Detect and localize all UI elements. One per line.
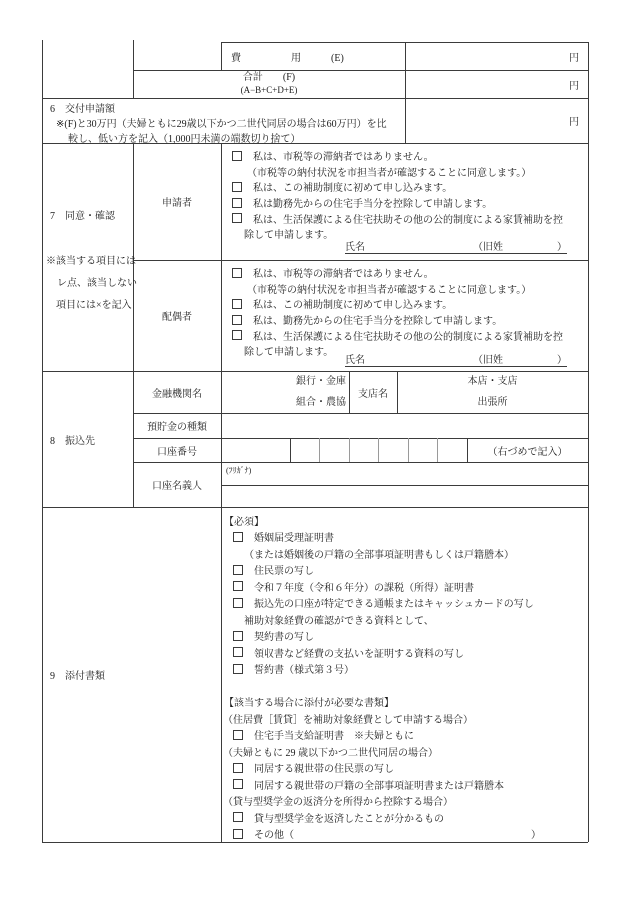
blank-line [221, 677, 588, 694]
consent-item [221, 265, 588, 281]
section7-note-line2: レ点、該当しない [57, 278, 137, 289]
attachment-item [221, 628, 588, 645]
deposit-type-label: 預貯金の種類 [147, 422, 207, 433]
attachment-text: 婚姻届受理証明書 [254, 533, 334, 545]
group-text: （貸与型奨学金の返済分を所得から控除する場合） [223, 797, 453, 809]
applicant-label-cell [133, 143, 221, 260]
branch-type-option: 出張所 [477, 397, 508, 408]
account-holder-label-cell [133, 462, 221, 507]
branch-label: 支店名 [358, 388, 388, 400]
section7-note-line1: ※該当する項目には [46, 256, 136, 267]
header-text: 【該当する場合に添付が必要な書類】 [224, 698, 394, 710]
bank-type-options [222, 371, 346, 413]
account-holder-furigana-field[interactable] [221, 462, 588, 485]
attachment-text: 住民票の写し [254, 566, 314, 578]
section8-title-cell [42, 371, 133, 507]
account-digit-field[interactable] [221, 438, 290, 462]
checkbox-icon[interactable] [233, 565, 243, 575]
group-text: （夫婦ともに 29 歳以下かつ二世代同居の場合） [223, 747, 438, 759]
attachment-item [221, 760, 588, 777]
consent-text: （市税等の納付状況を市担当者が確認することに同意します。） [247, 167, 532, 179]
yen-label: 円 [569, 117, 579, 128]
consent-text: 除して申請します。 [244, 347, 334, 359]
yen-label: 円 [569, 52, 579, 64]
applicant-label: 申請者 [162, 198, 192, 209]
attachment-text: その他（ [254, 830, 294, 842]
attachment-item [221, 727, 588, 744]
consent-text: 除して申請します。 [244, 230, 334, 242]
bank-name-label-cell [133, 371, 221, 413]
attachment-item [221, 578, 588, 595]
consent-text: 私は、市税等の滞納者ではありません。 [253, 269, 434, 281]
attachment-item [221, 529, 588, 546]
section6-note-line2: 較し、低い方を記入（1,000円未満の端数切り捨て） [68, 134, 301, 145]
attachments-required-header [221, 512, 588, 529]
attachment-text: 契約書の写し [254, 632, 314, 644]
checkbox-icon[interactable] [232, 315, 242, 325]
other-close-paren: ） [531, 830, 541, 842]
consent-text: 私は、この補助制度に初めて申し込みます。 [253, 300, 453, 312]
border-right [588, 42, 589, 842]
maiden-close-paren: ） [557, 242, 567, 253]
checkbox-icon[interactable] [233, 763, 243, 773]
maiden-name-label: （旧姓 [473, 242, 503, 253]
branch-type-options [397, 371, 588, 413]
consent-text: 私は、生活保護による住宅扶助その他の公的制度による家賃補助を控 [253, 214, 563, 226]
attachment-item [221, 661, 588, 678]
attachment-text: 同居する親世帯の住民票の写し [254, 764, 394, 776]
name-label: 氏名 [345, 242, 365, 253]
attachment-text: 令和７年度（令和６年分）の課税（所得）証明書 [254, 582, 474, 594]
attachment-text: 住宅手当支給証明書 ※夫婦ともに [254, 731, 414, 743]
branch-type-option: 本店・支店 [467, 376, 518, 387]
grant-amount-field[interactable] [405, 98, 588, 143]
total-amount-field[interactable] [405, 70, 588, 98]
bank-name-label: 金融機関名 [152, 388, 202, 400]
attachments-conditional-header [221, 694, 588, 711]
section6-title: 6 交付申請額 [50, 104, 115, 115]
branch-label-cell [349, 371, 397, 413]
consent-item [221, 148, 588, 164]
account-digit-field[interactable] [319, 438, 349, 462]
attachment-group-label [221, 793, 588, 810]
checkbox-icon[interactable] [232, 268, 242, 278]
attachment-text: 補助対象経費の確認ができる資料として、 [244, 615, 434, 627]
consent-item [221, 210, 588, 226]
checkbox-icon[interactable] [232, 299, 242, 309]
spouse-label-cell [133, 260, 221, 371]
fee-row-label: 費 用 (E) [231, 52, 344, 64]
attachment-text: 領収書など経費の支払いを証明する資料の写し [254, 648, 464, 660]
fee-amount-field[interactable] [405, 42, 588, 70]
spouse-name-line [345, 352, 567, 367]
checkbox-icon[interactable] [233, 631, 243, 641]
deposit-type-label-cell [133, 413, 221, 438]
account-digit-field[interactable] [408, 438, 437, 462]
attachment-item [221, 595, 588, 612]
attachments-list [221, 507, 588, 842]
consent-text: 私は、市税等の滞納者ではありません。 [253, 152, 434, 164]
consent-text: 私は勤務先からの住宅手当分を控除して申請します。 [253, 199, 493, 211]
fee-row-label-cell [222, 42, 405, 70]
group-text: （住居費［賃貸］を補助対象経費として申請する場合） [223, 714, 473, 726]
bank-type-option: 組合・農協 [296, 397, 346, 408]
yen-label: 円 [569, 80, 579, 92]
attachment-item [221, 776, 588, 793]
attachment-item-continuation [221, 545, 588, 562]
section8-title: 8 振込先 [50, 435, 95, 447]
consent-text: （市税等の納付状況を市担当者が確認することに同意します。） [247, 284, 532, 296]
maiden-name-label: （旧姓 [473, 355, 503, 366]
bank-type-option: 銀行・金庫 [296, 376, 346, 387]
attachment-item [221, 809, 588, 826]
total-row-formula: (A−B+C+D+E) [240, 85, 298, 95]
name-label: 氏名 [345, 355, 365, 366]
account-holder-name-field[interactable] [221, 485, 588, 507]
consent-item [221, 312, 588, 328]
total-row-label: 合計 (F) [242, 72, 296, 83]
section6-note-line1: ※(F)と30万円（夫婦ともに29歳以下かつ二世代同居の場合は60万円）を比 [56, 119, 387, 130]
account-digit-field[interactable] [290, 438, 319, 462]
attachment-text: （または婚姻後の戸籍の全部事項証明書もしくは戸籍謄本） [244, 549, 514, 561]
maiden-close-paren: ） [557, 355, 567, 366]
consent-item-continuation [221, 164, 588, 180]
checkbox-icon[interactable] [233, 664, 243, 674]
attachment-item [221, 562, 588, 579]
section9-title-cell [42, 507, 221, 842]
checkbox-icon[interactable] [233, 730, 243, 740]
consent-text: 私は、勤務先からの住宅手当分を控除して申請します。 [253, 316, 503, 328]
account-number-label: 口座番号 [157, 446, 197, 458]
checkbox-icon[interactable] [233, 532, 243, 542]
consent-text: 私は、この補助制度に初めて申し込みます。 [253, 183, 453, 195]
checkbox-icon[interactable] [233, 581, 243, 591]
consent-text: 私は、生活保護による住宅扶助その他の公的制度による家賃補助を控 [253, 331, 563, 343]
account-note-cell [467, 438, 588, 462]
attachment-item [221, 644, 588, 661]
checkbox-icon[interactable] [233, 829, 243, 839]
checkbox-icon[interactable] [233, 779, 243, 789]
account-note: （右づめで記入） [487, 446, 568, 458]
attachment-text: 振込先の口座が特定できる通帳またはキャッシュカードの写し [254, 599, 534, 611]
attachment-item-other [221, 826, 588, 843]
consent-item [221, 195, 588, 211]
attachment-text: 誓約書（様式第３号） [254, 665, 354, 677]
border-bottom [42, 842, 588, 843]
account-digit-field[interactable] [349, 438, 378, 462]
consent-item-continuation [221, 281, 588, 297]
spouse-label: 配偶者 [162, 312, 192, 323]
attachment-text: 同居する親世帯の戸籍の全部事項証明書または戸籍謄本 [254, 780, 504, 792]
attachment-text: 貸与型奨学金を返済したことが分かるもの [254, 813, 444, 825]
applicant-name-line [345, 239, 567, 254]
checkbox-icon[interactable] [233, 647, 243, 657]
checkbox-icon[interactable] [232, 182, 242, 192]
checkbox-icon[interactable] [232, 330, 242, 340]
attachment-group-label [221, 710, 588, 727]
checkbox-icon[interactable] [233, 812, 243, 822]
account-digit-field[interactable] [378, 438, 408, 462]
deposit-type-field[interactable] [221, 413, 588, 438]
furigana-label: (ﾌﾘｶﾞﾅ) [226, 466, 252, 475]
consent-item [221, 179, 588, 195]
attachment-group-label [221, 743, 588, 760]
total-row-label-cell [133, 70, 405, 98]
consent-item [221, 296, 588, 312]
account-digit-field[interactable] [437, 438, 467, 462]
checkbox-icon[interactable] [232, 151, 242, 161]
checkbox-icon[interactable] [232, 213, 242, 223]
consent-item [221, 327, 588, 343]
attachment-item-continuation [221, 611, 588, 628]
section7-note-line3: 項目には×を記入 [56, 300, 132, 311]
checkbox-icon[interactable] [233, 598, 243, 608]
account-holder-label: 口座名義人 [152, 481, 202, 492]
header-text: 【必須】 [224, 516, 264, 528]
section7-title: 7 同意・確認 [50, 211, 115, 222]
section9-title: 9 添付書類 [50, 671, 105, 682]
account-number-label-cell [133, 438, 221, 462]
checkbox-icon[interactable] [232, 198, 242, 208]
